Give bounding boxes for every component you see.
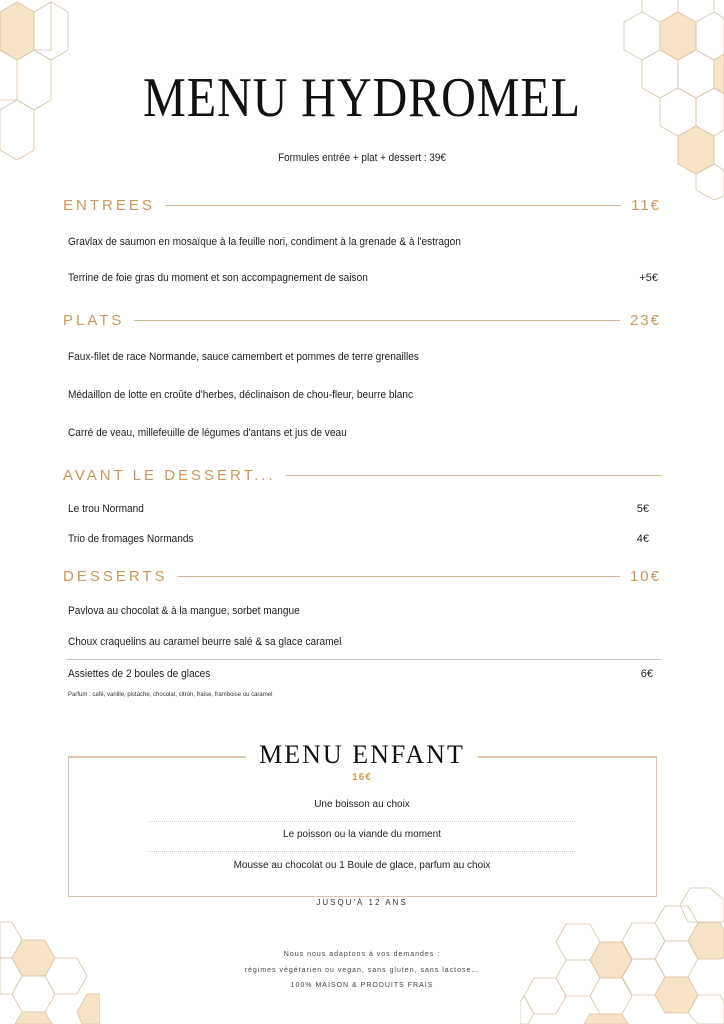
footer-homemade-line: 100% MAISON & PRODUITS FRAIS — [290, 982, 434, 989]
menu-item — [68, 351, 661, 363]
item-name: Trio de fromages Normands — [68, 533, 194, 545]
item-name: Choux craquelins au caramel beurre salé & sa glace caramel — [68, 636, 342, 648]
item-price: 6€ — [640, 668, 653, 680]
section-header-desserts — [63, 566, 661, 586]
kids-menu-separator — [148, 821, 575, 823]
kids-menu-item: Une boisson au choix — [314, 799, 410, 810]
item-name: Le trou Normand — [68, 503, 144, 515]
item-price: 5€ — [636, 503, 649, 515]
kids-menu-title: MENU ENFANT — [259, 740, 465, 769]
kids-menu-item: Mousse au chocolat ou 1 Boule de glace, parfum au choix — [233, 860, 491, 871]
section-label: PLATS — [63, 311, 125, 329]
menu-item — [68, 668, 661, 680]
kids-menu-item: Le poisson ou la viande du moment — [283, 829, 441, 840]
section-rule — [178, 576, 620, 577]
page-title: MENU HYDROMEL — [143, 67, 581, 129]
kids-age-limit — [0, 892, 724, 910]
ice-cream-flavors-note: Parfum : café, vanille, pistache, chocolat, citron, fraise, framboise ou caramel — [68, 692, 273, 698]
section-label: ENTREES — [63, 196, 155, 214]
section-header-entrees — [63, 195, 661, 215]
item-price: 4€ — [636, 533, 649, 545]
footer-diet-line: régimes végétarien ou vegan, sans gluten, sans lactose… — [244, 967, 480, 974]
honeycomb-decoration-bottom-left — [0, 900, 100, 1024]
menu-item — [68, 272, 661, 284]
item-name: Pavlova au chocolat & à la mangue, sorbet mangue — [68, 605, 300, 617]
menu-item — [68, 636, 661, 648]
item-name: Carré de veau, millefeuille de légumes d'antans et jus de veau — [68, 427, 347, 439]
item-price — [658, 236, 661, 248]
menu-item — [68, 236, 661, 248]
section-header-plats — [63, 310, 661, 330]
divider — [66, 659, 661, 660]
section-header-avant-dessert — [63, 465, 661, 485]
section-rule — [286, 475, 661, 476]
section-price: 10€ — [629, 567, 661, 585]
footer-adapt-line: Nous nous adaptons à vos demandes : — [283, 951, 441, 958]
menu-item — [68, 605, 661, 617]
item-price: +5€ — [639, 272, 658, 284]
menu-item — [68, 389, 661, 401]
section-label: AVANT LE DESSERT... — [63, 466, 276, 484]
section-label: DESSERTS — [63, 567, 168, 585]
section-price: 23€ — [629, 311, 661, 329]
section-price: 11€ — [631, 196, 661, 214]
item-name: Assiettes de 2 boules de glaces — [68, 668, 211, 680]
item-name: Médaillon de lotte en croûte d'herbes, déclinaison de chou-fleur, beurre blanc — [68, 389, 414, 401]
item-name: Gravlax de saumon en mosaïque à la feuille nori, condiment à la grenade & à l'estragon — [68, 236, 461, 248]
section-rule — [165, 205, 621, 206]
kids-age-limit-label: JUSQU'À 12 ANS — [308, 898, 415, 907]
item-name: Terrine de foie gras du moment et son accompagnement de saison — [68, 272, 368, 284]
kids-menu-price: 16€ — [352, 772, 372, 783]
formula-subtitle: Formules entrée + plat + dessert : 39€ — [278, 152, 446, 164]
item-name: Faux-filet de race Normande, sauce camembert et pommes de terre grenailles — [68, 351, 419, 363]
menu-item — [68, 427, 661, 439]
menu-item — [68, 503, 661, 515]
menu-item — [68, 533, 661, 545]
section-rule — [134, 320, 620, 321]
kids-menu-separator — [148, 851, 575, 853]
